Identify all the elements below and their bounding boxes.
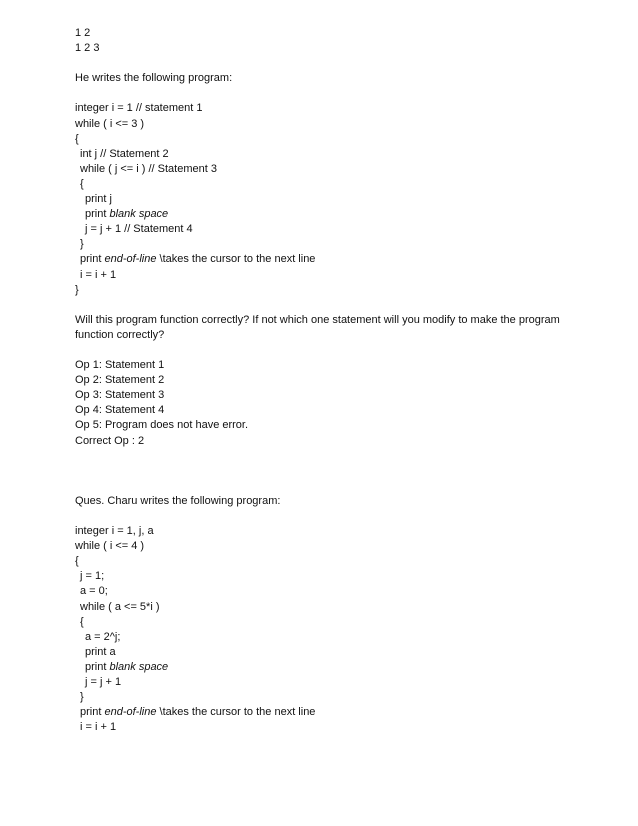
spacer [75,479,575,494]
code-line: while ( a <= 5*i ) [80,600,160,613]
code-line [75,207,575,222]
code-line: } [80,691,84,704]
code-line: i = i + 1 [80,721,117,734]
document-page [75,26,575,735]
spacer [75,464,575,479]
intro-line-2: 1 2 3 [75,42,100,55]
code-line: while ( j <= i ) // Statement 3 [80,162,217,175]
code-line: a = 2^j; [85,630,121,643]
code-italic: blank space [109,660,169,673]
code-line: { [80,615,84,628]
q1-code-block [75,101,575,297]
code-line: print a [85,645,116,658]
code-line [75,252,575,267]
code-line: { [75,555,79,568]
code-italic: end-of-line [104,706,157,719]
option-item: Op 5: Program does not have error. [75,419,249,432]
code-italic: end-of-line [104,253,157,266]
code-line: { [80,177,84,190]
code-line: } [75,283,79,296]
code-text: print [80,706,105,719]
spacer [75,298,575,313]
code-line: { [75,132,79,145]
q1-options [75,358,575,449]
spacer [75,56,575,71]
code-line: print j [85,193,112,206]
spacer [75,343,575,358]
spacer [75,449,575,464]
q1-question: Will this program function correctly? If not which one statement will you modify to make the program function correctly? [75,313,560,341]
correct-answer: Correct Op : 2 [75,434,145,447]
code-line [75,705,575,720]
code-text: print [85,660,110,673]
option-item: Op 3: Statement 3 [75,389,165,402]
code-comment: \takes the cursor to the next line [156,706,316,719]
q2-code-block [75,524,575,735]
code-italic: blank space [109,208,169,221]
intro-line-1: 1 2 [75,27,91,39]
code-line: while ( i <= 3 ) [75,117,145,130]
q2-lead: Ques. Charu writes the following program: [75,494,281,507]
code-text: print [85,208,110,221]
code-line: j = 1; [80,570,105,583]
code-line: a = 0; [80,585,108,598]
code-text: print [80,253,105,266]
code-line: } [80,238,84,251]
code-line: j = j + 1 [85,676,122,689]
code-line [75,660,575,675]
q1-lead: He writes the following program: [75,72,233,85]
spacer [75,86,575,101]
code-comment: \takes the cursor to the next line [156,253,316,266]
option-item: Op 1: Statement 1 [75,359,165,372]
option-item: Op 4: Statement 4 [75,404,165,417]
code-line: i = i + 1 [80,268,117,281]
spacer [75,509,575,524]
code-line: while ( i <= 4 ) [75,540,145,553]
code-line: j = j + 1 // Statement 4 [85,223,193,236]
option-item: Op 2: Statement 2 [75,374,165,387]
code-line: int j // Statement 2 [80,147,169,160]
code-line: integer i = 1, j, a [75,525,154,538]
code-line: integer i = 1 // statement 1 [75,102,203,115]
